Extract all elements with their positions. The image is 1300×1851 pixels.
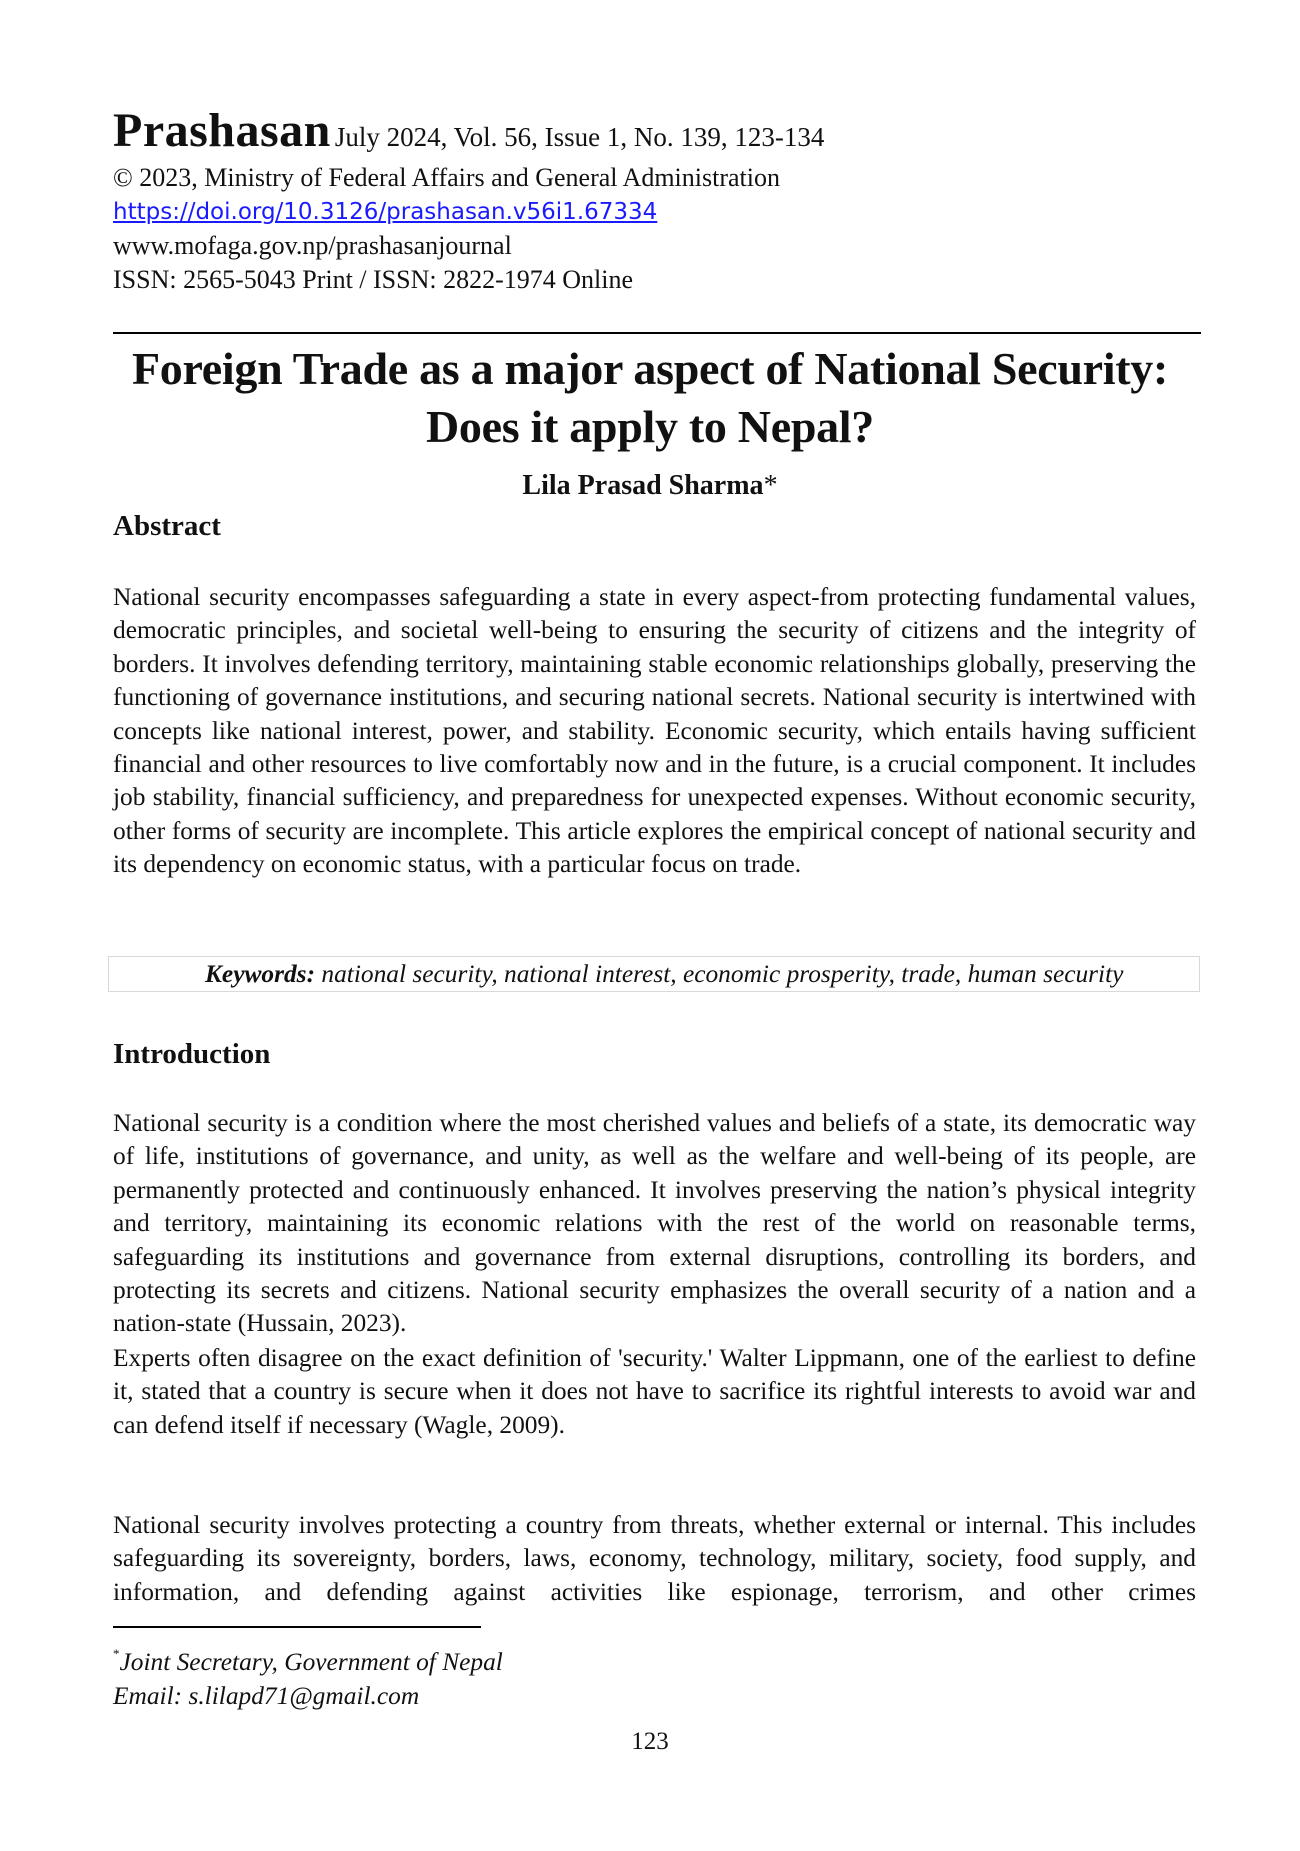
article-title-line-2: Does it apply to Nepal? <box>425 401 874 452</box>
keywords-label: Keywords: <box>205 960 316 988</box>
author-footnote-mark: * <box>763 470 778 501</box>
footnote-email: Email: s.lilapd71@gmail.com <box>113 1682 420 1710</box>
journal-header <box>113 104 1195 297</box>
page-number: 123 <box>631 1728 669 1755</box>
introduction-paragraph-3: National security involves protecting a country from threats, whether external or internal. This includes safeguarding its sovereignty, borders, laws, economy, technology, military, society, food supply, and information, and defending against activities like espionage, terrorism, and other crimes <box>113 1511 1196 1606</box>
journal-name: Prashasan <box>113 104 331 157</box>
introduction-paragraph-2: Experts often disagree on the exact definition of 'security.' Walter Lippmann, one of the earliest to define it, stated that a country is secure when it does not have to sacrifice its rightful interests to avoid war and can defend itself if necessary (Wagle, 2009). <box>113 1344 1196 1439</box>
author-footnote <box>113 1637 503 1713</box>
author-name: Lila Prasad Sharma <box>522 470 764 501</box>
footnote-affiliation-line <box>113 1637 503 1679</box>
abstract-heading: Abstract <box>113 510 221 542</box>
abstract-text: National security encompasses safeguarding a state in every aspect-from protecting fundamental values, democratic principles, and societal well-being to ensuring the security of citizens and the integrity of borders. It involves defending territory, maintaining stable economic relationships globally, preserving the functioning of governance institutions, and securing national secrets. National security is intertwined with concepts like national interest, power, and stability. Economic security, which entails having sufficient financial and other resources to live comfortably now and in the future, is a crucial component. It includes job stability, financial sufficiency, and preparedness for unexpected expenses. Without economic security, other forms of security are incomplete. This article explores the empirical concept of national security and its dependency on economic status, with a particular focus on trade. <box>113 583 1196 879</box>
footnote-affiliation: Joint Secretary, Government of Nepal <box>119 1648 503 1676</box>
keywords-line <box>205 957 1123 991</box>
journal-website: www.mofaga.gov.np/prashasanjournal <box>113 231 512 260</box>
doi-link[interactable]: https://doi.org/10.3126/prashasan.v56i1.67334 <box>113 199 658 225</box>
copyright-line: © 2023, Ministry of Federal Affairs and General Administration <box>113 163 780 192</box>
keywords-list: national security, national interest, economic prosperity, trade, human security <box>321 960 1124 988</box>
introduction-heading: Introduction <box>113 1038 271 1070</box>
introduction-paragraph-1: National security is a condition where the most cherished values and beliefs of a state, its democratic way of life, institutions of governance, and unity, as well as the welfare and well-being of its people, are permanently protected and continuously enhanced. It involves preserving the nation’s physical integrity and territory, maintaining its economic relations with the rest of the world on reasonable terms, safeguarding its institutions and governance from external disruptions, controlling its borders, and protecting its secrets and citizens. National security emphasizes the overall security of a nation and a nation-state (Hussain, 2023). <box>113 1109 1196 1338</box>
journal-citation-line <box>113 104 1195 161</box>
article-title <box>100 340 1200 456</box>
footnote-divider <box>113 1626 481 1628</box>
author-line <box>100 468 1200 504</box>
article-title-line-1: Foreign Trade as a major aspect of National Security: <box>131 343 1168 394</box>
header-divider <box>113 332 1201 334</box>
journal-citation: July 2024, Vol. 56, Issue 1, No. 139, 123-134 <box>334 122 825 152</box>
footnote-mark: * <box>113 1646 120 1661</box>
issn-line: ISSN: 2565-5043 Print / ISSN: 2822-1974 Online <box>113 265 634 294</box>
